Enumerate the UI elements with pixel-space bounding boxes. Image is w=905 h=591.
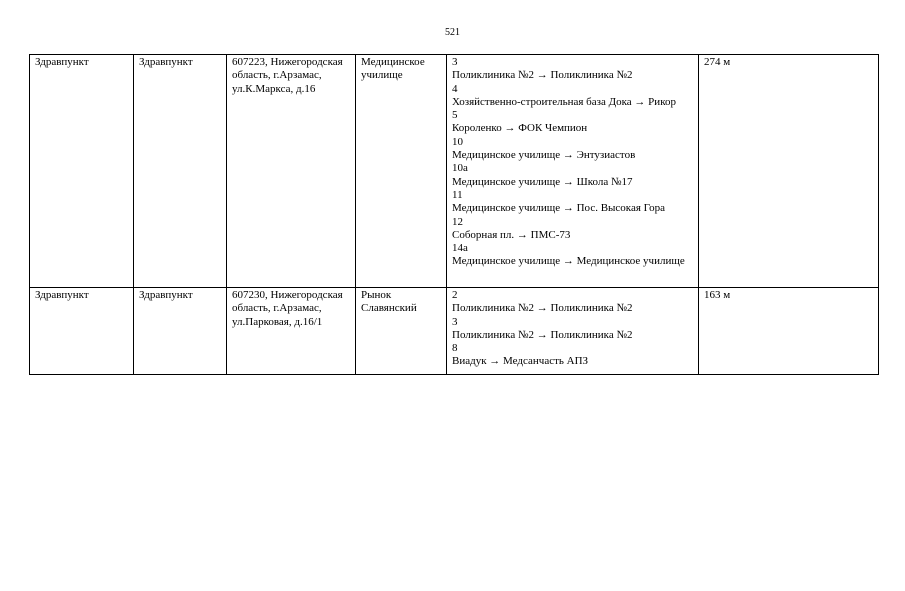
route-direction: Поликлиника №2 → Поликлиника №2 (452, 302, 633, 315)
route-direction: Виадук → Медсанчасть АПЗ (452, 355, 589, 368)
route-number: 10 (452, 135, 463, 148)
routes-cell (447, 55, 699, 288)
stop-cell: Медицинское училище (356, 55, 447, 288)
route-direction: Короленко → ФОК Чемпион (452, 122, 588, 135)
route-direction: Поликлиника №2 → Поликлиника №2 (452, 69, 633, 82)
address-cell: 607223, Нижегородская область, г.Арзамас, ул.К.Маркса, д.16 (227, 55, 356, 288)
facility-type-cell: Здравпункт (30, 288, 134, 375)
address-cell: 607230, Нижегородская область, г.Арзамас, ул.Парковая, д.16/1 (227, 288, 356, 375)
route-direction: Медицинское училище → Энтузиастов (452, 149, 636, 162)
route-direction: Поликлиника №2 → Поликлиника №2 (452, 328, 633, 341)
route-number: 3 (452, 56, 458, 68)
facility-name-cell: Здравпункт (134, 55, 227, 288)
route-direction: Медицинское училище → Школа №17 (452, 175, 633, 188)
route-number: 3 (452, 315, 458, 328)
route-number: 2 (452, 289, 458, 301)
route-number: 10а (452, 162, 468, 175)
facilities-table (29, 54, 879, 375)
route-direction: Медицинское училище → Медицинское училище (452, 255, 685, 268)
route-number: 12 (452, 215, 463, 228)
routes-cell (447, 288, 699, 375)
distance-cell: 163 м (699, 288, 879, 375)
facility-name-cell: Здравпункт (134, 288, 227, 375)
route-direction: Соборная пл. → ПМС-73 (452, 228, 571, 241)
route-number: 4 (452, 82, 458, 95)
table-row (30, 55, 879, 288)
route-number: 5 (452, 109, 458, 122)
route-direction: Хозяйственно-строительная база Дока → Рикор (452, 95, 676, 108)
route-number: 14а (452, 242, 468, 255)
distance-cell: 274 м (699, 55, 879, 288)
route-number: 8 (452, 342, 458, 355)
table-row (30, 288, 879, 375)
page-number: 521 (445, 27, 460, 38)
facility-type-cell: Здравпункт (30, 55, 134, 288)
stop-cell: Рынок Славянский (356, 288, 447, 375)
route-number: 11 (452, 188, 463, 201)
route-direction: Медицинское училище → Пос. Высокая Гора (452, 202, 665, 215)
